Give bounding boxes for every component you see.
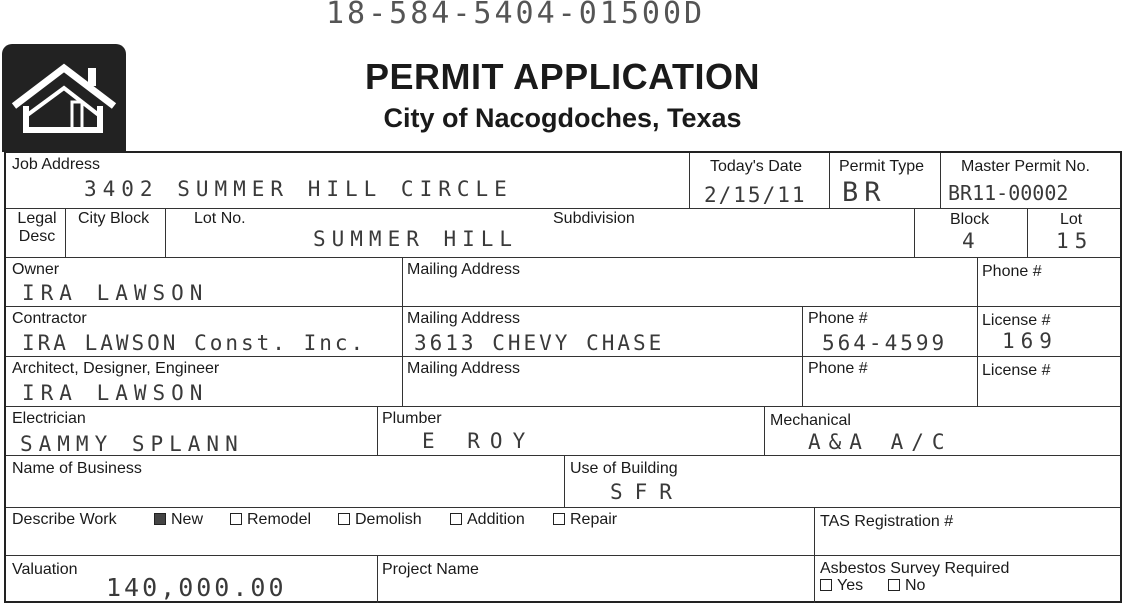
contractor-license-value[interactable]: 169	[1002, 329, 1058, 353]
work-option-new[interactable]: New	[154, 511, 203, 529]
job-address-label: Job Address	[12, 156, 101, 173]
project-name-label: Project Name	[382, 561, 479, 578]
architect-value[interactable]: IRA LAWSON	[22, 381, 209, 405]
asbestos-option-yes[interactable]: Yes	[820, 577, 863, 595]
plumber-label: Plumber	[382, 410, 442, 427]
use-of-building-label: Use of Building	[570, 460, 678, 477]
use-of-building-value[interactable]: SFR	[610, 480, 684, 504]
work-option-remodel[interactable]: Remodel	[230, 511, 311, 529]
todays-date-label: Today's Date	[710, 158, 802, 175]
master-permit-label: Master Permit No.	[961, 158, 1090, 175]
job-address-value[interactable]: 3402 SUMMER HILL CIRCLE	[84, 177, 513, 201]
subdivision-label: Subdivision	[553, 210, 635, 227]
contractor-mailing-label: Mailing Address	[407, 310, 520, 327]
work-option-repair[interactable]: Repair	[553, 511, 617, 529]
architect-mailing-label: Mailing Address	[407, 360, 520, 377]
work-option-addition[interactable]: Addition	[450, 511, 525, 529]
architect-phone-label: Phone #	[808, 360, 868, 377]
permit-type-value[interactable]: BR	[842, 177, 887, 208]
architect-label: Architect, Designer, Engineer	[12, 360, 220, 377]
master-permit-value[interactable]: BR11-00002	[948, 181, 1069, 205]
checkbox-icon[interactable]	[450, 513, 462, 525]
permit-form	[4, 151, 1122, 603]
todays-date-value[interactable]: 2/15/11	[704, 183, 807, 207]
asbestos-label: Asbestos Survey Required	[820, 560, 1010, 577]
checkbox-icon[interactable]	[888, 579, 900, 591]
contractor-label: Contractor	[12, 310, 87, 327]
valuation-label: Valuation	[12, 561, 78, 578]
checkbox-icon[interactable]	[820, 579, 832, 591]
lot-label: Lot	[1060, 211, 1083, 228]
owner-phone-label: Phone #	[982, 263, 1042, 280]
electrician-label: Electrician	[12, 410, 86, 427]
block-value[interactable]: 4	[962, 229, 981, 253]
legal-desc-label: Legal Desc	[17, 210, 57, 245]
architect-license-label: License #	[982, 362, 1051, 379]
checkbox-icon[interactable]	[553, 513, 565, 525]
permit-type-label: Permit Type	[839, 158, 925, 175]
tas-registration-label: TAS Registration #	[820, 513, 954, 530]
work-option-demolish[interactable]: Demolish	[338, 511, 422, 529]
block-label: Block	[950, 211, 990, 228]
owner-value[interactable]: IRA LAWSON	[22, 281, 209, 305]
city-block-label: City Block	[78, 210, 150, 227]
owner-mailing-label: Mailing Address	[407, 261, 520, 278]
mechanical-label: Mechanical	[770, 412, 851, 429]
lot-value[interactable]: 15	[1056, 229, 1094, 253]
lot-no-label: Lot No.	[194, 210, 246, 227]
contractor-phone-label: Phone #	[808, 310, 868, 327]
asbestos-option-no[interactable]: No	[888, 577, 925, 595]
contractor-value[interactable]: IRA LAWSON Const. Inc.	[22, 331, 367, 355]
mechanical-value[interactable]: A&A A/C	[808, 430, 953, 454]
subdivision-value[interactable]: SUMMER HILL	[313, 227, 519, 251]
contractor-phone-value[interactable]: 564-4599	[822, 331, 948, 355]
form-title: PERMIT APPLICATION	[365, 56, 760, 97]
form-subtitle: City of Nacogdoches, Texas	[383, 103, 742, 133]
contractor-license-label: License #	[982, 312, 1051, 329]
checkbox-icon[interactable]	[338, 513, 350, 525]
checkbox-icon[interactable]	[230, 513, 242, 525]
owner-label: Owner	[12, 261, 60, 278]
contractor-mailing-value[interactable]: 3613 CHEVY CHASE	[414, 331, 665, 355]
electrician-value[interactable]: SAMMY SPLANN	[20, 432, 244, 456]
business-name-label: Name of Business	[12, 460, 142, 477]
checkbox-checked-icon[interactable]	[154, 513, 166, 525]
valuation-value[interactable]: 140,000.00	[106, 573, 287, 602]
describe-work-label: Describe Work	[12, 511, 117, 528]
handwritten-permit-number: 18-584-5404-01500D	[326, 0, 706, 31]
plumber-value[interactable]: E ROY	[422, 429, 536, 453]
